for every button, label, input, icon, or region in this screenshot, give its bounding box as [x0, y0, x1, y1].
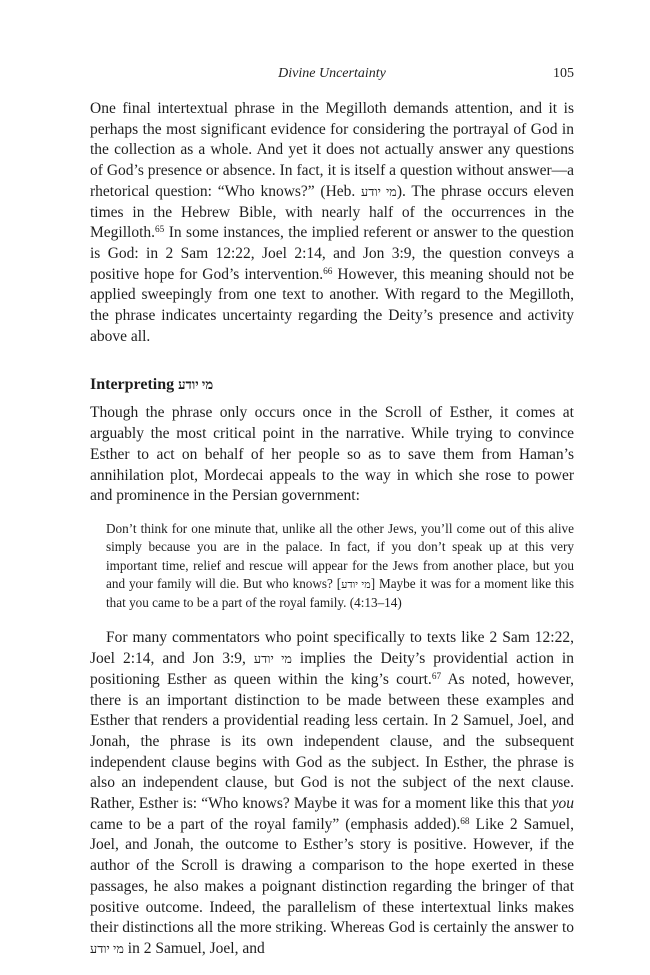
footnote-marker[interactable]: 65	[155, 225, 165, 236]
emphasis-you: you	[551, 795, 574, 813]
page-body	[90, 99, 574, 960]
hebrew-phrase: מי יודע	[361, 184, 397, 199]
text-run: ] Maybe it was for a moment like this that you came to be a part of the royal family. (4:13–14)	[106, 575, 574, 611]
text-run: ). The phrase occurs eleven times in the Hebrew Bible, with nearly half of the occurrences in the Megilloth.	[90, 182, 574, 242]
footnote-marker[interactable]: 67	[431, 671, 442, 682]
text-run: Don’t think for one minute that, unlike all the other Jews, you’ll come out of this alive simply because you are in the palace. In fact, if you don’t speak up at this very important time, relief and rescue will appear for the Jews from another place, but you and your family will die. But who knows? [	[106, 520, 574, 591]
text-run: However, this meaning should not be applied sweepingly from one text to another. With regard to the Megilloth, the phrase indicates uncertainty regarding the Deity’s presence and activity above all.	[90, 265, 574, 345]
text-run: In some instances, the implied referent or answer to the question is God: in 2 Sam 12:22, Joel 2:14, and Jon 3:9, the question conveys a positive hope for God’s intervention.	[90, 224, 574, 283]
text-run: came to be a part of the royal family” (emphasis added).	[90, 815, 461, 833]
text-run: One final intertextual phrase in the Megilloth demands attention, and it is perhaps the most significant evidence for considering the portrayal of God in the collection as a whole. And yet it does not actually answer any questions of God’s presence or absence. In fact, it is itself a question without answer—a rhetorical question: “Who knows?” (Heb.	[90, 100, 574, 200]
footnote-marker[interactable]: 68	[460, 816, 470, 827]
text-run: implies the Deity’s providential action in positioning Esther as queen within the king’s court.	[90, 650, 574, 688]
text-run: For many commentators who point specifically to texts like 2 Sam 12:22, Joel 2:14, and Jon 3:9,	[90, 629, 574, 668]
text-run: Like 2 Samuel, Joel, and Jonah, the outcome to Esther’s story is positive. However, if the author of the Scroll is drawing a comparison to the hope exerted in these passages, he also makes a poignant distinction regarding the bringer of that positive outcome. Indeed, the parallelism of these intertextual links makes their distinctions all the more striking. Whereas God is certainly the answer to	[90, 815, 574, 937]
hebrew-phrase: מי יודע	[90, 941, 124, 956]
paragraph-3	[90, 628, 574, 959]
text-run: in 2 Samuel, Joel, and	[123, 939, 265, 957]
footnote-marker[interactable]: 66	[323, 266, 333, 277]
hebrew-phrase: מי יודע	[341, 578, 371, 591]
block-quote	[106, 520, 574, 612]
hebrew-phrase: מי יודע	[178, 377, 214, 393]
page-header	[90, 66, 574, 86]
running-title: Divine Uncertainty	[278, 66, 386, 81]
paragraph-2: Though the phrase only occurs once in the Scroll of Esther, it comes at arguably the most critical point in the narrative. While trying to convince Esther to act on behalf of her people so as to save them from Haman’s annihilation plot, Mordecai appeals to the way in which she rose to power and prominence in the Persian government:	[90, 404, 574, 505]
section-heading	[90, 375, 574, 395]
hebrew-phrase: מי יודע	[253, 652, 292, 667]
heading-text: Interpreting	[90, 376, 179, 394]
paragraph-1	[90, 99, 574, 347]
text-run: As noted, however, there is an important distinction to be made between these examples and Esther that renders a providential reading less certain. In 2 Samuel, Joel, and Jonah, the phrase is its own independent clause, and the subsequent independent clause begins with God as the subject. In Esther, the phrase is also an independent clause, but God is not the subject of the next clause. Rather, Esther is: “Who knows? Maybe it was for a moment like this that	[90, 670, 574, 813]
page-number: 105	[553, 66, 574, 81]
